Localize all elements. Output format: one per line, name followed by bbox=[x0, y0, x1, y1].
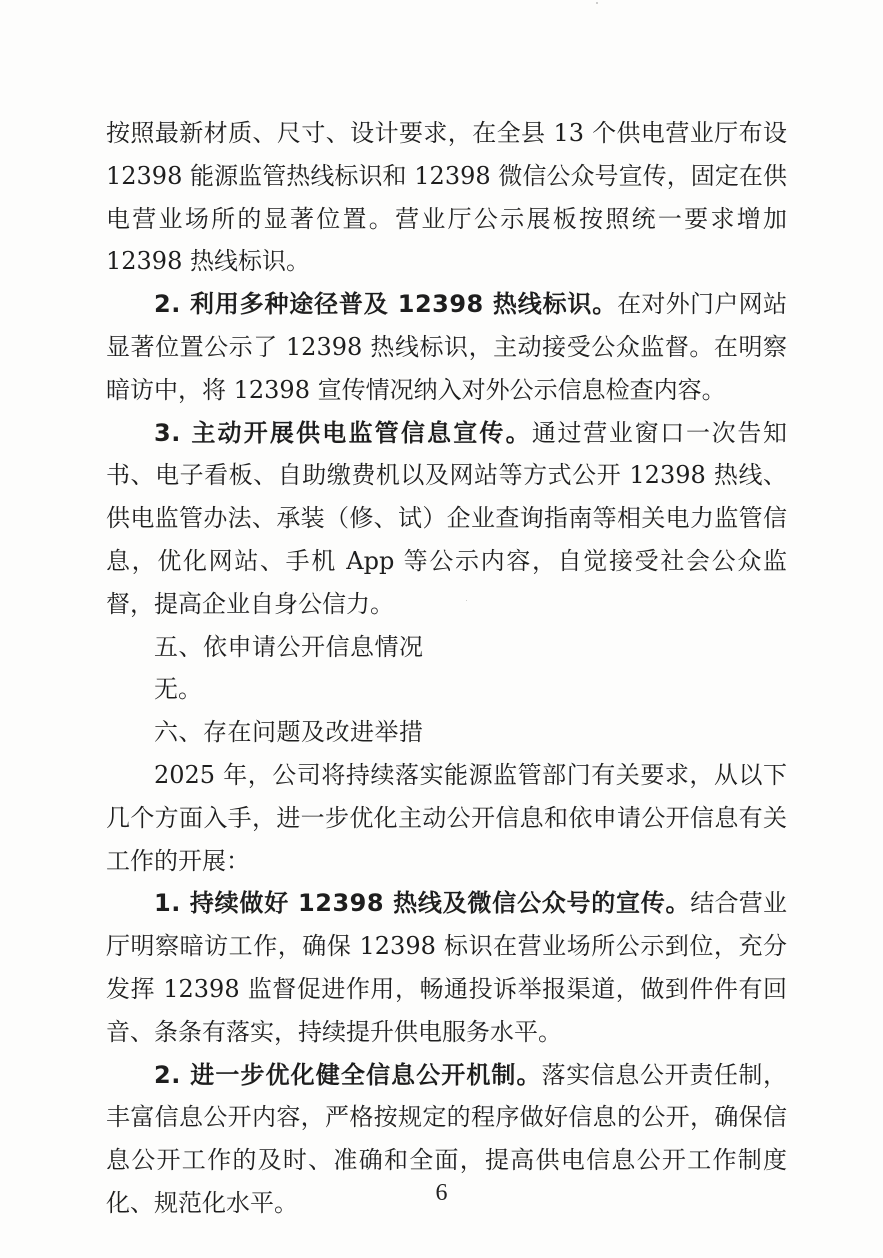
page-number: 6 bbox=[435, 1180, 448, 1206]
paragraph bbox=[106, 112, 787, 283]
section-heading: 五、依申请公开信息情况 bbox=[154, 632, 424, 661]
paragraph-text: 无。 bbox=[154, 675, 202, 704]
document-body bbox=[106, 112, 787, 1225]
paragraph bbox=[106, 754, 787, 882]
section-heading: 六、存在问题及改进举措 bbox=[154, 718, 424, 747]
paragraph-lead: 2. 进一步优化健全信息公开机制。 bbox=[154, 1060, 542, 1089]
paragraph-lead: 1. 持续做好 12398 热线及微信公众号的宣传。 bbox=[154, 889, 691, 918]
paragraph bbox=[106, 668, 787, 711]
paragraph-lead: 3. 主动开展供电监管信息宣传。 bbox=[154, 418, 532, 447]
paragraph-text: 在对外门户网站显著位置公示了 12398 热线标识，主动接受公众监督。在明察暗访中，将 12398 宣传情况纳入对外公示信息检查内容。 bbox=[106, 290, 788, 404]
paragraph-text: 结合营业厅明察暗访工作，确保 12398 标识在营业场所公示到位，充分发挥 12398 监督促进作用，畅通投诉举报渠道，做到件件有回音、条条有落实，持续提升供电服务水平。 bbox=[106, 889, 787, 1046]
paragraph-text: 按照最新材质、尺寸、设计要求，在全县 13 个供电营业厅布设 12398 能源监管热线标识和 12398 微信公众号宣传，固定在供电营业场所的显著位置。营业厅公示展板按照统一要求增加 12398 热线标识。 bbox=[106, 119, 787, 276]
paragraph-text: 落实信息公开责任制，丰富信息公开内容，严格按规定的程序做好信息的公开，确保信息公开工作的及时、准确和全面，提高供电信息公开工作制度化、规范化水平。 bbox=[106, 1060, 788, 1217]
paragraph-text: 通过营业窗口一次告知书、电子看板、自助缴费机以及网站等方式公开 12398 热线、供电监管办法、承装（修、试）企业查询指南等相关电力监管信息，优化网站、手机 App 等公示内容，自觉接受社会公众监督，提高企业自身公信力。 bbox=[106, 418, 788, 618]
paragraph-text: 2025 年，公司将持续落实能源监管部门有关要求，从以下几个方面入手，进一步优化主动公开信息和依申请公开信息有关工作的开展： bbox=[106, 760, 787, 875]
paragraph bbox=[106, 412, 787, 626]
scan-speck bbox=[596, 2, 598, 4]
paragraph bbox=[106, 882, 787, 1053]
paragraph-lead: 2. 利用多种途径普及 12398 热线标识。 bbox=[154, 290, 618, 319]
paragraph bbox=[106, 283, 787, 411]
